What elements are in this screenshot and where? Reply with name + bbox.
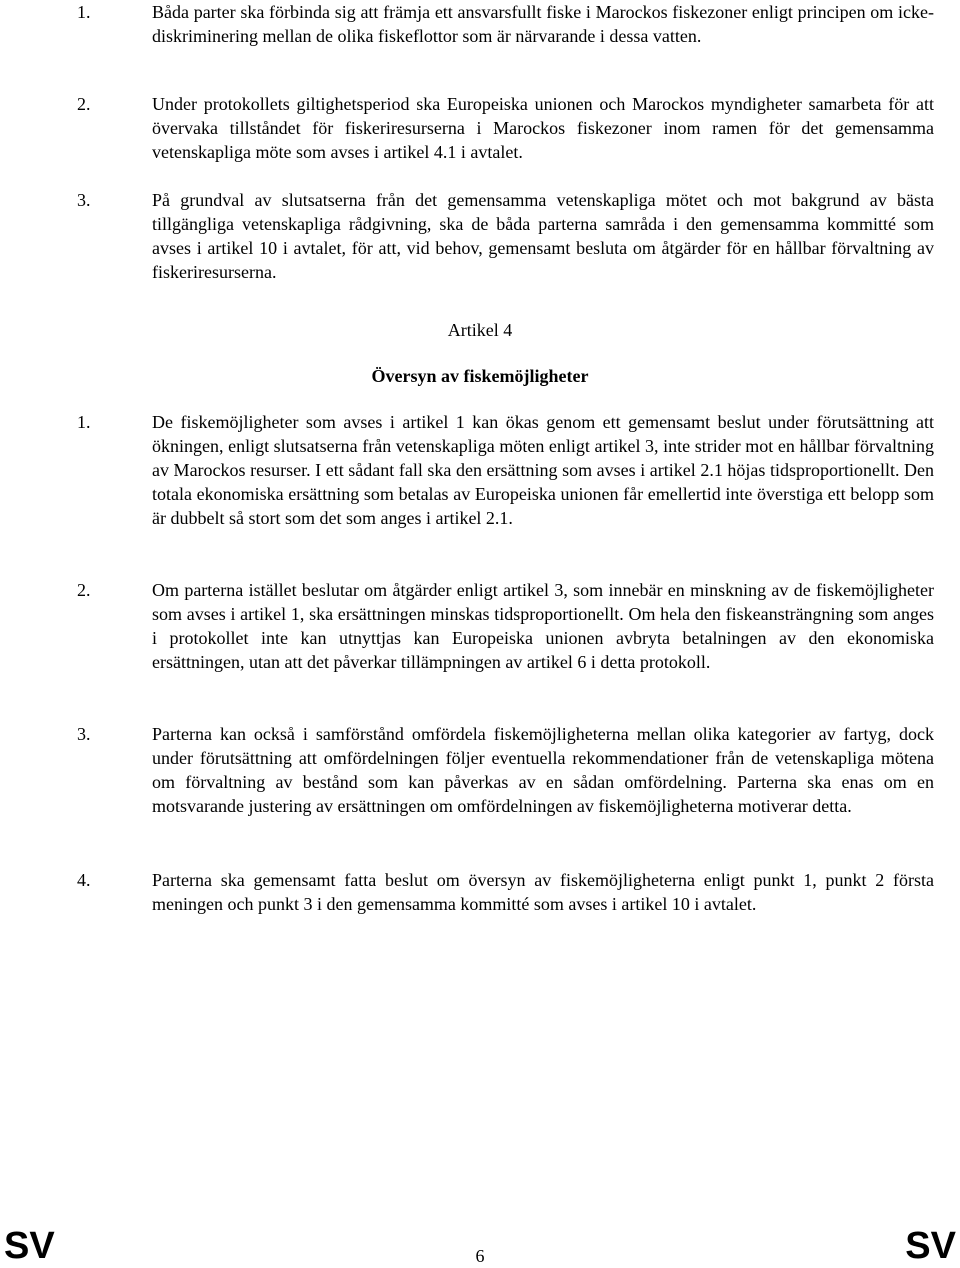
item-text: De fiskemöjligheter som avses i artikel 1 kan ökas genom ett gemensamt beslut under förutsättning att ökningen, enligt slutsatserna från vetenskapliga möten enligt artikel 3, inte strider mot en hållbar förvaltning av Marockos resurser. I ett sådant fall ska den ersättning som avses i artikel 2.1 höjas tidsproportionellt. Den totala ekonomiska ersättning som betalas av Europeiska unionen får emellertid inte överstiga ett belopp som är dubbelt så stort som det som anges i artikel 2.1. bbox=[152, 412, 934, 528]
item-text: Parterna kan också i samförstånd omfördela fiskemöjligheterna mellan olika kategorier av fartyg, dock under förutsättning att omfördelningen följer eventuella rekommendationer från de vetenskapliga mötena om förvaltning av bestånd som kan påverkas av en sådan omfördelning. Parterna ska enas om en motsvarande justering av ersättningen om omfördelningen av fiskemöjligheterna motiverar detta. bbox=[152, 724, 934, 816]
page-number: 6 bbox=[475, 1246, 485, 1266]
item-number: 3. bbox=[77, 724, 91, 744]
item-text: Om parterna istället beslutar om åtgärder enligt artikel 3, som innebär en minskning av de fiskemöjligheter som avses i artikel 1, ska ersättningen minskas tidsproportionellt. Om hela den fiskeansträngning som anges i protokollet inte kan utnyttjas kan Europeiska unionen avbryta betalningen av den ekonomiska ersättningen, utan att det påverkar tillämpningen av artikel 6 i detta protokoll. bbox=[152, 580, 934, 672]
footer-language-left: SV bbox=[4, 1225, 55, 1267]
item-number: 2. bbox=[77, 580, 91, 600]
footer-language-right: SV bbox=[905, 1225, 956, 1267]
item-number: 3. bbox=[77, 190, 91, 210]
item-number: 2. bbox=[77, 94, 91, 114]
article-title: Översyn av fiskemöjligheter bbox=[371, 366, 589, 386]
item-text: Under protokollets giltighetsperiod ska Europeiska unionen och Marockos myndigheter samarbeta för att övervaka tillståndet för fiskeriresurserna i Marockos fiskezoner inom ramen för det gemensamma vetenskapliga möte som avses i artikel 4.1 i avtalet. bbox=[152, 94, 934, 162]
item-number: 1. bbox=[77, 2, 91, 22]
item-text: På grundval av slutsatserna från det gemensamma vetenskapliga mötet och mot bakgrund av bästa tillgängliga vetenskapliga rådgivning, ska de båda parterna samråda i den gemensamma kommitté som avses i artikel 10 i avtalet, för att, vid behov, gemensamt besluta om åtgärder för en hållbar förvaltning av fiskeriresurserna. bbox=[152, 190, 934, 282]
item-text: Båda parter ska förbinda sig att främja ett ansvarsfullt fiske i Marockos fiskezoner enligt principen om icke-diskriminering mellan de olika fiskeflottor som är närvarande i dessa vatten. bbox=[152, 2, 934, 46]
item-number: 4. bbox=[77, 870, 91, 890]
article-heading: Artikel 4 bbox=[447, 320, 513, 340]
item-number: 1. bbox=[77, 412, 91, 432]
item-text: Parterna ska gemensamt fatta beslut om översyn av fiskemöjligheterna enligt punkt 1, punkt 2 första meningen och punkt 3 i den gemensamma kommitté som avses i artikel 10 i avtalet. bbox=[152, 870, 934, 914]
